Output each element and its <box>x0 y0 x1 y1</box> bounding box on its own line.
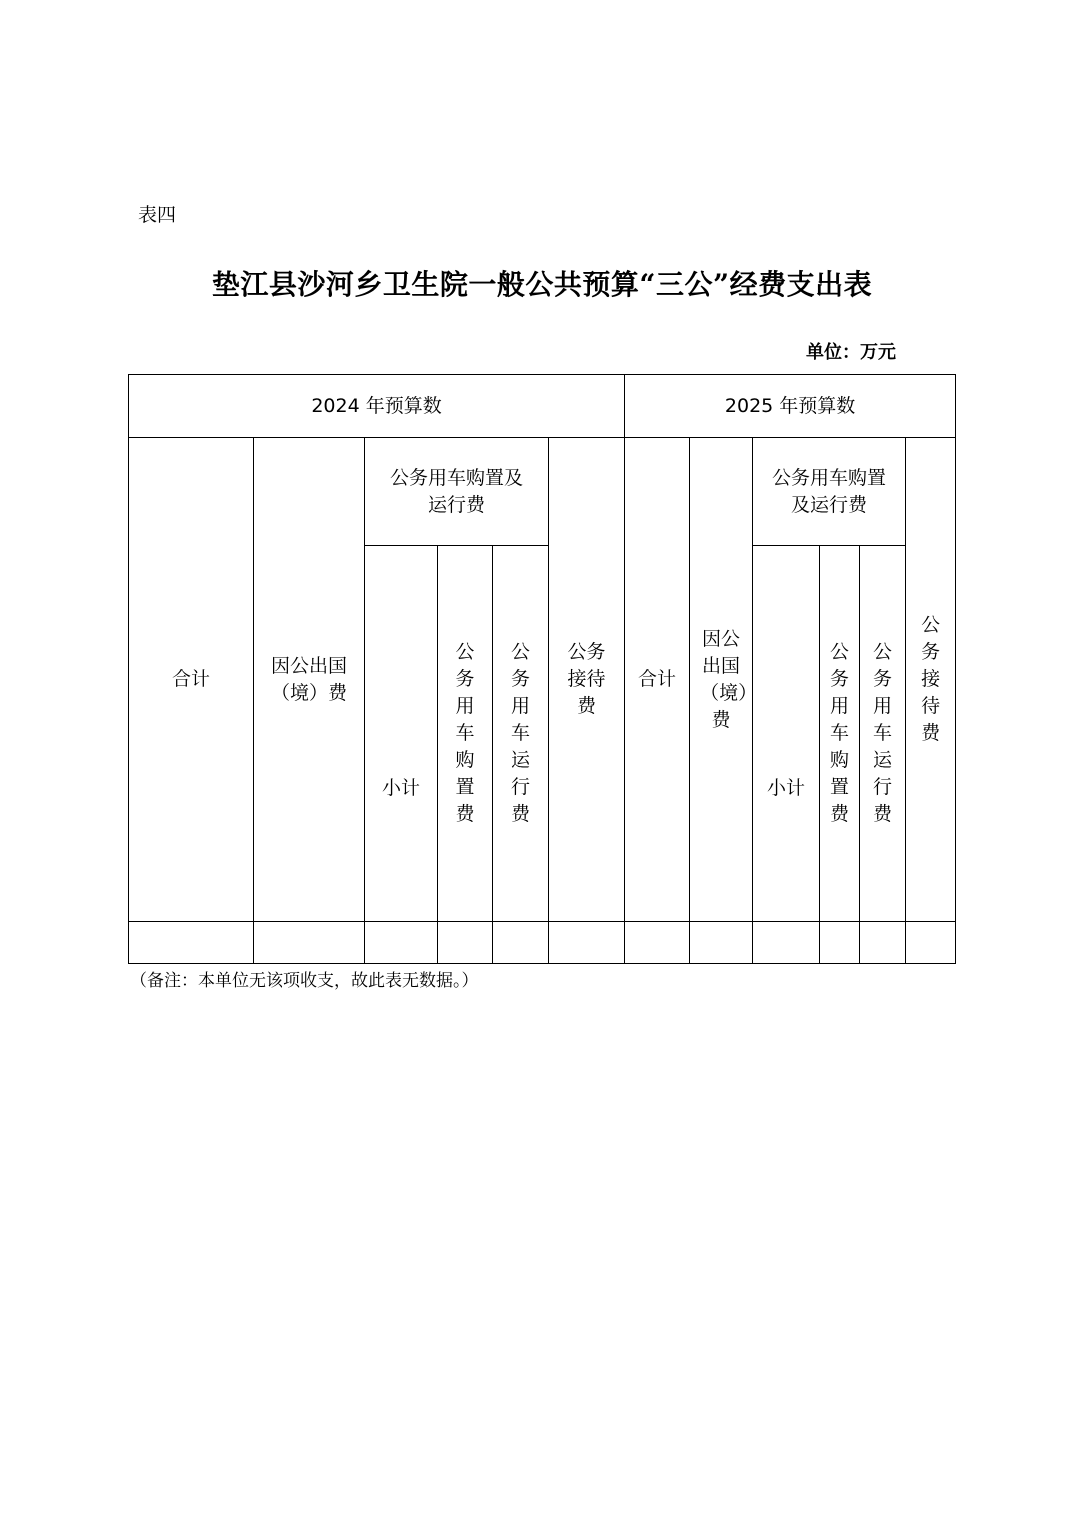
year-2025-header: 2025 年预算数 <box>625 375 956 438</box>
table-cell <box>254 922 365 964</box>
table-cell <box>906 922 956 964</box>
table-cell <box>549 922 625 964</box>
table-label: 表四 <box>138 204 177 226</box>
data-row <box>129 922 956 964</box>
year-2024-header: 2024 年预算数 <box>129 375 625 438</box>
vehicle-group-2024-header: 公务用车购置及运行费 <box>365 438 549 546</box>
vehicle-group-2025-header: 公务用车购置及运行费 <box>753 438 906 546</box>
table-cell <box>493 922 549 964</box>
abroad-fee-2025-header: 因公出国（境）费 <box>690 438 753 922</box>
unit-label: 单位：万元 <box>806 342 896 363</box>
table-cell <box>625 922 690 964</box>
total-2024-header: 合计 <box>129 438 254 922</box>
table-note: （备注：本单位无该项收支，故此表无数据。） <box>130 971 479 991</box>
reception-fee-2025-header: 公务接待费 <box>906 438 956 922</box>
vehicle-purchase-2025-header: 公务用车购置费 <box>820 546 860 922</box>
budget-table <box>128 374 956 964</box>
table-cell <box>690 922 753 964</box>
abroad-fee-2024-header: 因公出国（境）费 <box>254 438 365 922</box>
table-cell <box>129 922 254 964</box>
table-cell <box>753 922 820 964</box>
table-cell <box>820 922 860 964</box>
vehicle-purchase-2024-header: 公务用车购置费 <box>438 546 493 922</box>
table-cell <box>365 922 438 964</box>
table-cell <box>438 922 493 964</box>
document-title: 垫江县沙河乡卫生院一般公共预算“三公”经费支出表 <box>211 268 873 301</box>
subtotal-2025-header: 小计 <box>753 546 820 922</box>
vehicle-operation-2025-header: 公务用车运行费 <box>860 546 906 922</box>
reception-fee-2024-header: 公务接待费 <box>549 438 625 922</box>
subtotal-2024-header: 小计 <box>365 546 438 922</box>
vehicle-operation-2024-header: 公务用车运行费 <box>493 546 549 922</box>
total-2025-header: 合计 <box>625 438 690 922</box>
table-cell <box>860 922 906 964</box>
